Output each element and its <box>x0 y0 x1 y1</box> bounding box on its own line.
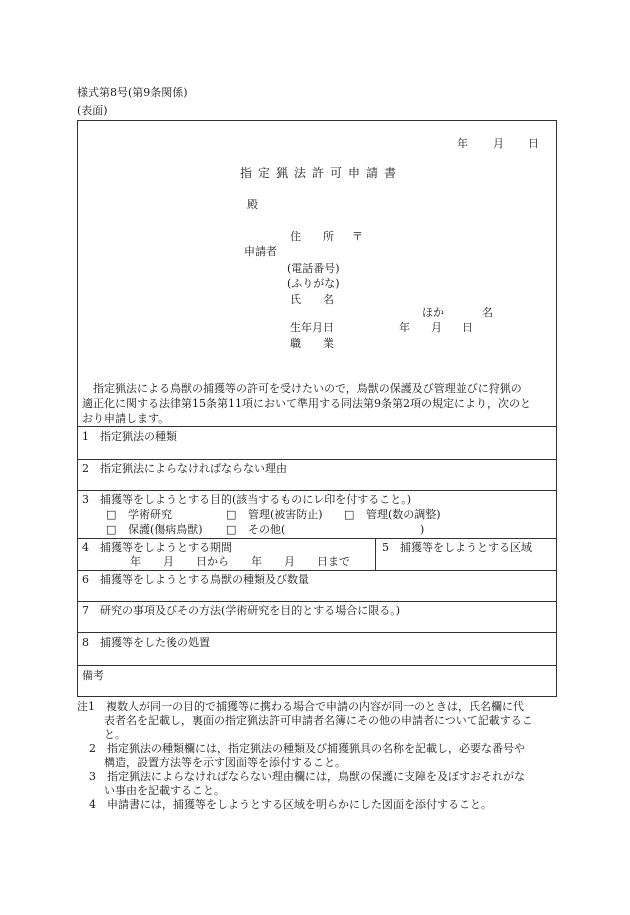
option-damage-prevention: 管理(被害防止) <box>248 508 323 521</box>
addressee-honorific: 殿 <box>247 198 258 211</box>
item6-label: 6 捕獲等をしようとする鳥獣の種類及び数量 <box>82 573 309 586</box>
note-1-line-1: 注1 複数人が同一の目的で捕獲等に携わる場合で申請の内容が同一のときは，氏名欄に代 <box>77 700 524 713</box>
divider-remarks <box>77 665 557 666</box>
note-3-line-1: 3 指定猟法によらなければならない理由欄には，鳥獣の保護に支障を及ぼすおそれがな <box>89 770 525 783</box>
statement-line-2: 適正化に関する法律第15条第11項において準用する同法第9条第2項の規定により，次のと <box>82 397 531 410</box>
divider-item7 <box>77 601 557 602</box>
postal-mark: 〒 <box>352 230 363 243</box>
item3-label: 3 捕獲等をしようとする目的(該当するものにレ印を付すること。) <box>82 493 412 506</box>
item5-label: 5 捕獲等をしようとする区域 <box>382 541 532 554</box>
checkbox-other[interactable]: □ <box>226 523 237 536</box>
divider-item8 <box>77 632 557 633</box>
applicant-label: 申請者 <box>244 245 277 258</box>
divider-item4-item5 <box>375 538 376 570</box>
option-academic: 学術研究 <box>128 508 172 521</box>
remarks-label: 備考 <box>82 669 104 682</box>
birth-month-label: 月 <box>431 321 442 334</box>
name-label: 氏 名 <box>290 293 334 306</box>
period-text: 年 月 日から 年 月 日まで <box>130 555 350 568</box>
checkbox-academic[interactable]: □ <box>106 508 117 521</box>
note-2-line-2: 構造，設置方法等を示す図面等を添付すること。 <box>104 756 346 769</box>
option-other-close: ) <box>420 523 425 536</box>
divider-item4 <box>77 538 557 539</box>
form-side-label: (表面) <box>77 104 108 117</box>
birthdate-label: 生年月日 <box>290 321 334 334</box>
note-3-line-2: い事由を記載すること。 <box>104 784 225 797</box>
date-day-label: 日 <box>528 137 539 150</box>
birth-day-label: 日 <box>462 321 473 334</box>
option-other: その他( <box>248 523 286 536</box>
divider-item2 <box>77 459 557 460</box>
date-month-label: 月 <box>493 137 504 150</box>
note-1-line-2: 表者名を記載し，裏面の指定猟法許可申請者名簿にその他の申請者について記載するこ <box>104 714 533 727</box>
item7-label: 7 研究の事項及びその方法(学術研究を目的とする場合に限る。) <box>82 604 401 617</box>
divider-item3 <box>77 490 557 491</box>
item1-label: 1 指定猟法の種類 <box>82 430 177 443</box>
checkbox-protection[interactable]: □ <box>106 523 117 536</box>
option-population-control: 管理(数の調整) <box>366 508 441 521</box>
address-label: 住 所 <box>290 230 334 243</box>
divider-item6 <box>77 570 557 571</box>
phone-label: (電話番号) <box>287 262 340 275</box>
occupation-label: 職 業 <box>290 337 334 350</box>
hoka-label: ほか <box>422 306 444 319</box>
date-year-label: 年 <box>457 137 468 150</box>
form-number: 様式第8号(第9条関係) <box>77 86 188 99</box>
statement-line-1: 指定猟法による鳥獣の捕獲等の許可を受けたいので，鳥獣の保護及び管理並びに狩猟の <box>93 382 522 395</box>
furigana-label: (ふりがな) <box>287 277 340 290</box>
note-4-line-1: 4 申請書には，捕獲等をしようとする区域を明らかにした図面を添付すること。 <box>89 798 492 811</box>
note-2-line-1: 2 指定猟法の種類欄には，指定猟法の種類及び捕獲猟具の名称を記載し，必要な番号や <box>89 742 525 755</box>
checkbox-damage-prevention[interactable]: □ <box>226 508 237 521</box>
checkbox-population-control[interactable]: □ <box>344 508 355 521</box>
mei-label: 名 <box>482 306 493 319</box>
item8-label: 8 捕獲等をした後の処置 <box>82 636 210 649</box>
option-protection: 保護(傷病鳥獣) <box>128 523 203 536</box>
item2-label: 2 指定猟法によらなければならない理由 <box>82 462 287 475</box>
item4-label: 4 捕獲等をしようとする期間 <box>82 541 232 554</box>
birth-year-label: 年 <box>399 321 410 334</box>
statement-line-3: おり申請します。 <box>82 412 170 425</box>
divider-item1 <box>77 426 557 427</box>
note-1-line-3: と。 <box>104 728 126 741</box>
form-title: 指定猟法許可申請書 <box>240 166 403 180</box>
